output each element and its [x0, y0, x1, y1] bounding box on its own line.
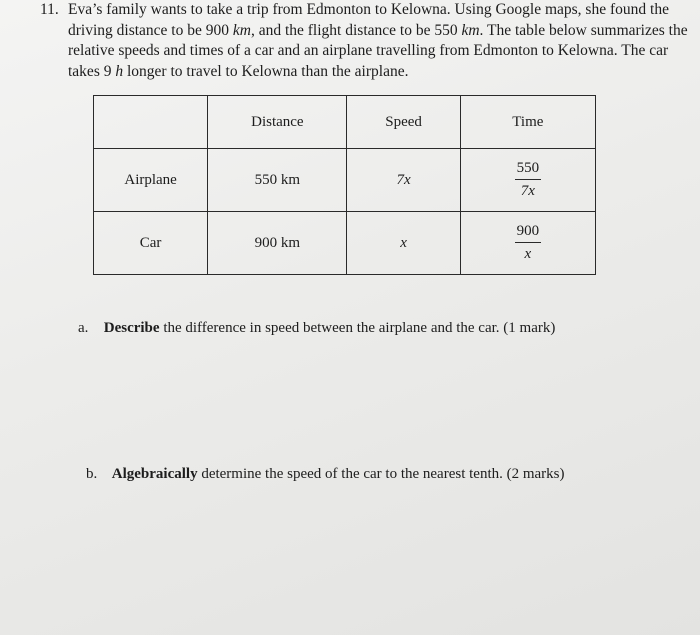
header-speed: Speed: [347, 96, 460, 149]
end-text: longer to travel to Kelowna than the airplane.: [126, 62, 409, 80]
part-a-keyword: Describe: [103, 320, 160, 336]
car-time-numerator: 900: [515, 222, 542, 243]
part-a-label: a.: [78, 320, 89, 336]
flight-distance-unit: km: [461, 21, 480, 39]
header-time: Time: [460, 96, 595, 149]
question-11: [40, 0, 690, 82]
car-speed: x: [347, 212, 460, 275]
airplane-label: Airplane: [94, 149, 208, 212]
part-b-label: b.: [86, 466, 98, 482]
table-row-airplane: [94, 149, 596, 212]
part-a-text: the difference in speed between the airplane and the car. (1 mark): [163, 320, 556, 336]
part-a: [78, 320, 555, 337]
driving-distance-value: 900: [205, 21, 229, 39]
question-number: 11.: [40, 1, 59, 18]
extra-hours-unit: h: [115, 62, 124, 80]
airplane-distance: 550 km: [208, 149, 347, 212]
car-time-fraction: [515, 222, 542, 264]
car-time-cell: [460, 212, 595, 275]
driving-distance-unit: km: [232, 21, 251, 39]
part-b: [86, 466, 565, 483]
airplane-time-cell: [460, 149, 595, 212]
part-b-text: determine the speed of the car to the nearest tenth. (2 marks): [201, 466, 565, 482]
flight-distance-value: 550: [434, 21, 458, 39]
header-distance: Distance: [208, 96, 347, 149]
part-b-keyword: Algebraically: [111, 466, 198, 482]
header-empty-cell: [94, 96, 208, 149]
car-distance: 900 km: [208, 212, 347, 275]
airplane-time-fraction: [515, 159, 542, 201]
car-label: Car: [94, 212, 208, 275]
airplane-time-denominator: 7x: [520, 183, 535, 199]
extra-hours-value: 9: [103, 62, 112, 80]
table-header-row: [94, 96, 596, 149]
car-time-denominator: x: [524, 246, 532, 262]
rest-text: . The table below summarizes the relative speeds and times of a car and an airplane travelling from Edmonton to Kelowna. The car takes: [68, 21, 688, 80]
airplane-time-numerator: 550: [515, 159, 542, 180]
airplane-speed: 7x: [347, 149, 460, 212]
mid-text: , and the flight distance to be: [250, 21, 431, 39]
question-text: [68, 0, 690, 82]
intro-text: Eva’s family wants to take a trip from Edmonton to Kelowna. Using Google maps, she found the driving distance to be: [68, 1, 669, 39]
speed-time-table: [93, 95, 596, 275]
table-row-car: [94, 212, 596, 275]
